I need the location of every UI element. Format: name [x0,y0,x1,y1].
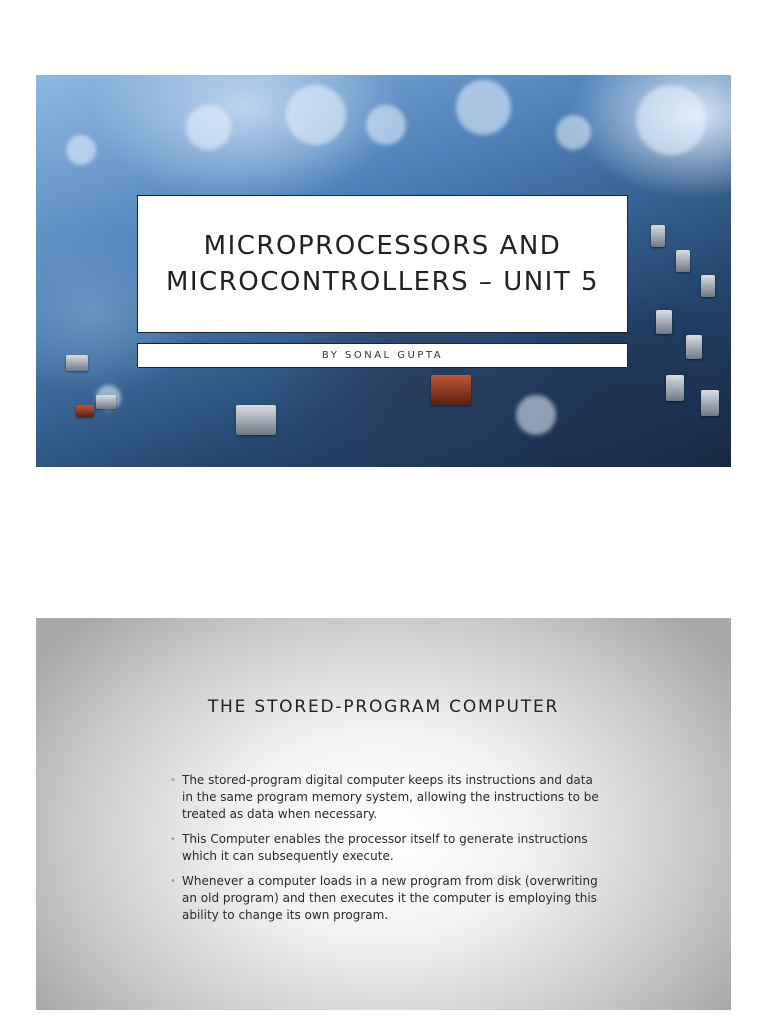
bullet-marker-icon: • [170,775,176,786]
bokeh-light [66,135,96,165]
circuit-component [701,390,719,416]
circuit-component [236,405,276,435]
bokeh-light [636,85,706,155]
circuit-component [666,375,684,401]
circuit-component [686,335,702,359]
bullet-marker-icon: • [170,876,176,887]
bullet-item [170,831,600,865]
content-slide [36,618,731,1010]
bullet-text: The stored-program digital computer keeps its instructions and data in the same program memory system, allowing the instructions to be treated as data when necessary. [182,773,599,821]
circuit-component [656,310,672,334]
bokeh-light [456,80,511,135]
slide-heading: THE STORED-PROGRAM COMPUTER [207,697,560,717]
circuit-component [76,405,94,417]
circuit-component [96,395,116,409]
circuit-component [701,275,715,297]
circuit-component [651,225,665,247]
bullet-marker-icon: • [170,834,176,845]
title-slide [36,75,731,467]
circuit-component [676,250,690,272]
circuit-component [66,355,88,371]
bullet-item [170,873,600,924]
slide-subtitle: BY SONAL GUPTA [321,350,444,361]
bokeh-light [286,85,346,145]
bullet-text: This Computer enables the processor itself to generate instructions which it can subsequently execute. [182,832,588,863]
bullet-list [170,772,600,932]
bokeh-light [366,105,406,145]
bokeh-light [556,115,591,150]
bullet-text: Whenever a computer loads in a new program from disk (overwriting an old program) and then executes it the computer is employing this ability to change its own program. [182,874,598,922]
bokeh-light [186,105,231,150]
slide-title: MICROPROCESSORS AND MICROCONTROLLERS – UNIT 5 [165,231,600,297]
title-box [137,195,628,333]
subtitle-box [137,343,628,368]
circuit-component [431,375,471,405]
bullet-item [170,772,600,823]
bokeh-light [516,395,556,435]
